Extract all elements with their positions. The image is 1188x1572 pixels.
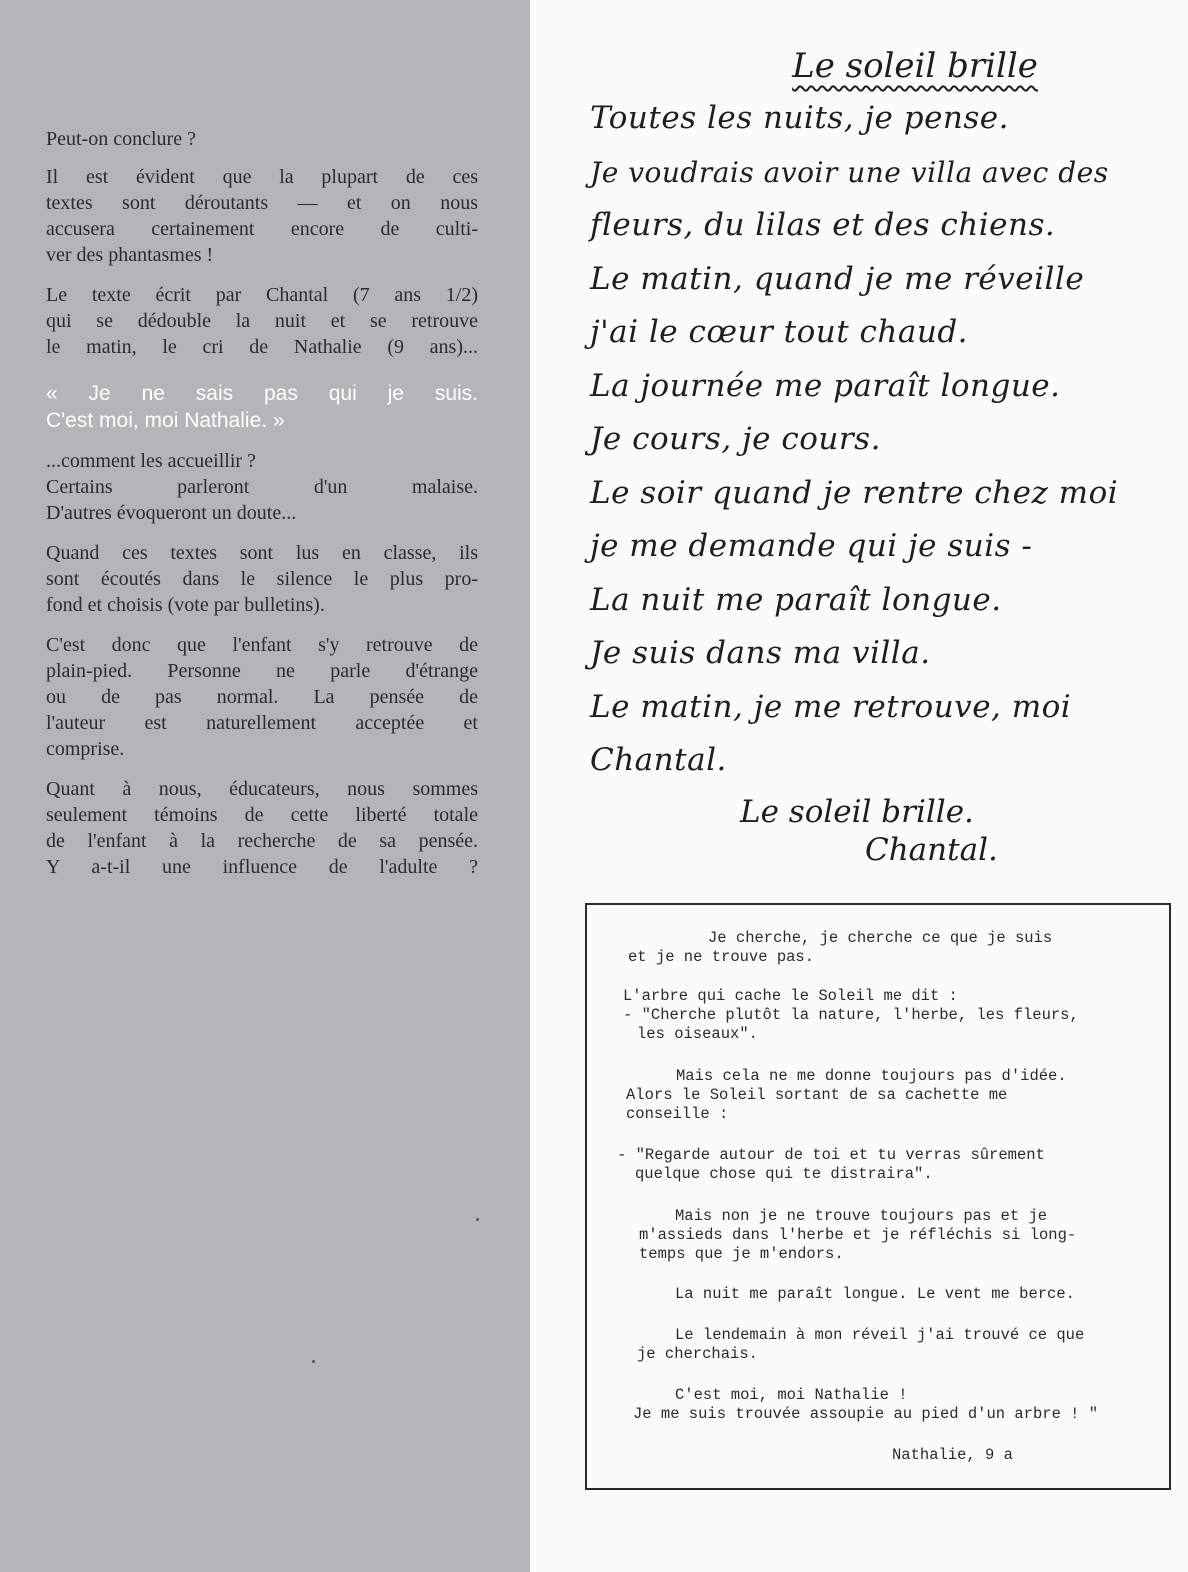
typed-line: Mais cela ne me donne toujours pas d'idée.	[676, 1067, 1067, 1085]
essay-paragraph-5	[46, 632, 478, 762]
essay-paragraph-6	[46, 776, 478, 880]
poem-line: La nuit me paraît longue.	[590, 581, 1002, 618]
text-line: Quand ces textes sont lus en classe, ils	[46, 542, 478, 564]
poem-line: Je cours, je cours.	[590, 421, 881, 457]
typed-line: Je cherche, je cherche ce que je suis	[708, 929, 1053, 947]
paper-speck	[312, 1360, 315, 1363]
left-column-panel	[0, 0, 530, 1572]
typed-line: temps que je m'endors.	[639, 1245, 844, 1263]
text-line: Quant à nous, éducateurs, nous sommes	[46, 778, 478, 800]
text-line: le matin, le cri de Nathalie (9 ans)...	[46, 336, 478, 358]
poem-signature: Chantal.	[865, 831, 998, 868]
essay-quote	[46, 380, 478, 434]
typed-line: - "Regarde autour de toi et tu verras sûrement	[617, 1146, 1045, 1164]
essay-paragraph-1	[46, 164, 478, 268]
poem-line: j'ai le cœur tout chaud.	[590, 314, 969, 350]
essay-paragraph-2	[46, 282, 478, 360]
essay-text	[46, 126, 478, 894]
typed-signature: Nathalie, 9 a	[892, 1446, 1013, 1464]
poem-line: Le soir quand je rentre chez moi	[590, 474, 1119, 511]
text-line: l'auteur est naturellement acceptée et	[46, 712, 478, 734]
poem-line: Je voudrais avoir une villa avec des	[590, 155, 1109, 189]
typed-line: Je me suis trouvée assoupie au pied d'un arbre ! "	[633, 1405, 1099, 1423]
text-line: ...comment les accueillir ?	[46, 450, 256, 472]
text-line: sont écoutés dans le silence le plus pro-	[46, 568, 478, 590]
text-line: fond et choisis (vote par bulletins).	[46, 594, 325, 616]
typed-line: je cherchais.	[637, 1345, 758, 1363]
text-line: ver des phantasmes !	[46, 244, 214, 266]
typed-line: Alors le Soleil sortant de sa cachette me	[626, 1086, 1008, 1104]
poem-line: Chantal.	[590, 742, 727, 778]
essay-heading: Peut-on conclure ?	[46, 128, 196, 150]
poem-line: Le matin, quand je me réveille	[590, 260, 1085, 297]
essay-paragraph-4	[46, 540, 478, 618]
typed-line: L'arbre qui cache le Soleil me dit :	[623, 987, 958, 1005]
text-line: D'autres évoqueront un doute...	[46, 502, 297, 524]
text-line: C'est donc que l'enfant s'y retrouve de	[46, 634, 478, 656]
typed-line: quelque chose qui te distraira".	[635, 1165, 933, 1183]
text-line: qui se dédouble la nuit et se retrouve	[46, 310, 478, 332]
quote-line: « Je ne sais pas qui je suis.	[46, 382, 478, 405]
poem-line: Le matin, je me retrouve, moi	[590, 688, 1072, 725]
typed-line: Le lendemain à mon réveil j'ai trouvé ce que	[675, 1326, 1085, 1344]
text-line: Il est évident que la plupart de ces	[46, 166, 478, 188]
text-line: ou de pas normal. La pensée de	[46, 686, 478, 708]
text-line: plain-pied. Personne ne parle d'étrange	[46, 660, 478, 682]
text-line: accusera certainement encore de culti-	[46, 218, 478, 240]
paper-speck	[476, 1218, 479, 1221]
handwritten-poem	[590, 46, 1150, 868]
typed-line: m'assieds dans l'herbe et je réfléchis si long-	[639, 1226, 1077, 1244]
typed-text-box	[585, 903, 1171, 1490]
poem-line: La journée me paraît longue.	[590, 367, 1061, 404]
typed-line: les oiseaux".	[637, 1025, 758, 1043]
text-line: textes sont déroutants — et on nous	[46, 192, 478, 214]
poem-line: je me demande qui je suis -	[590, 528, 1033, 564]
typed-line: La nuit me paraît longue. Le vent me berce.	[675, 1285, 1075, 1303]
poem-refrain: Le soleil brille.	[740, 793, 974, 830]
poem-line: Toutes les nuits, je pense.	[590, 100, 1009, 136]
typed-line: et je ne trouve pas.	[628, 948, 815, 966]
typed-line: conseille :	[626, 1105, 729, 1123]
text-line: comprise.	[46, 738, 125, 760]
text-line: de l'enfant à la recherche de sa pensée.	[46, 830, 478, 852]
poem-line: fleurs, du lilas et des chiens.	[590, 207, 1056, 243]
text-line: seulement témoins de cette liberté totale	[46, 804, 478, 826]
typed-line: C'est moi, moi Nathalie !	[675, 1386, 908, 1404]
quote-line: C'est moi, moi Nathalie. »	[46, 409, 285, 432]
poem-line: Je suis dans ma villa.	[590, 635, 931, 671]
poem-title: Le soleil brille	[792, 46, 1038, 86]
text-line: Certains parleront d'un malaise.	[46, 476, 478, 498]
typed-line: - "Cherche plutôt la nature, l'herbe, les fleurs,	[623, 1006, 1079, 1024]
essay-paragraph-3	[46, 448, 478, 526]
text-line: Le texte écrit par Chantal (7 ans 1/2)	[46, 284, 478, 306]
typed-line: Mais non je ne trouve toujours pas et je	[675, 1207, 1048, 1225]
text-line: Y a-t-il une influence de l'adulte ?	[46, 856, 478, 878]
